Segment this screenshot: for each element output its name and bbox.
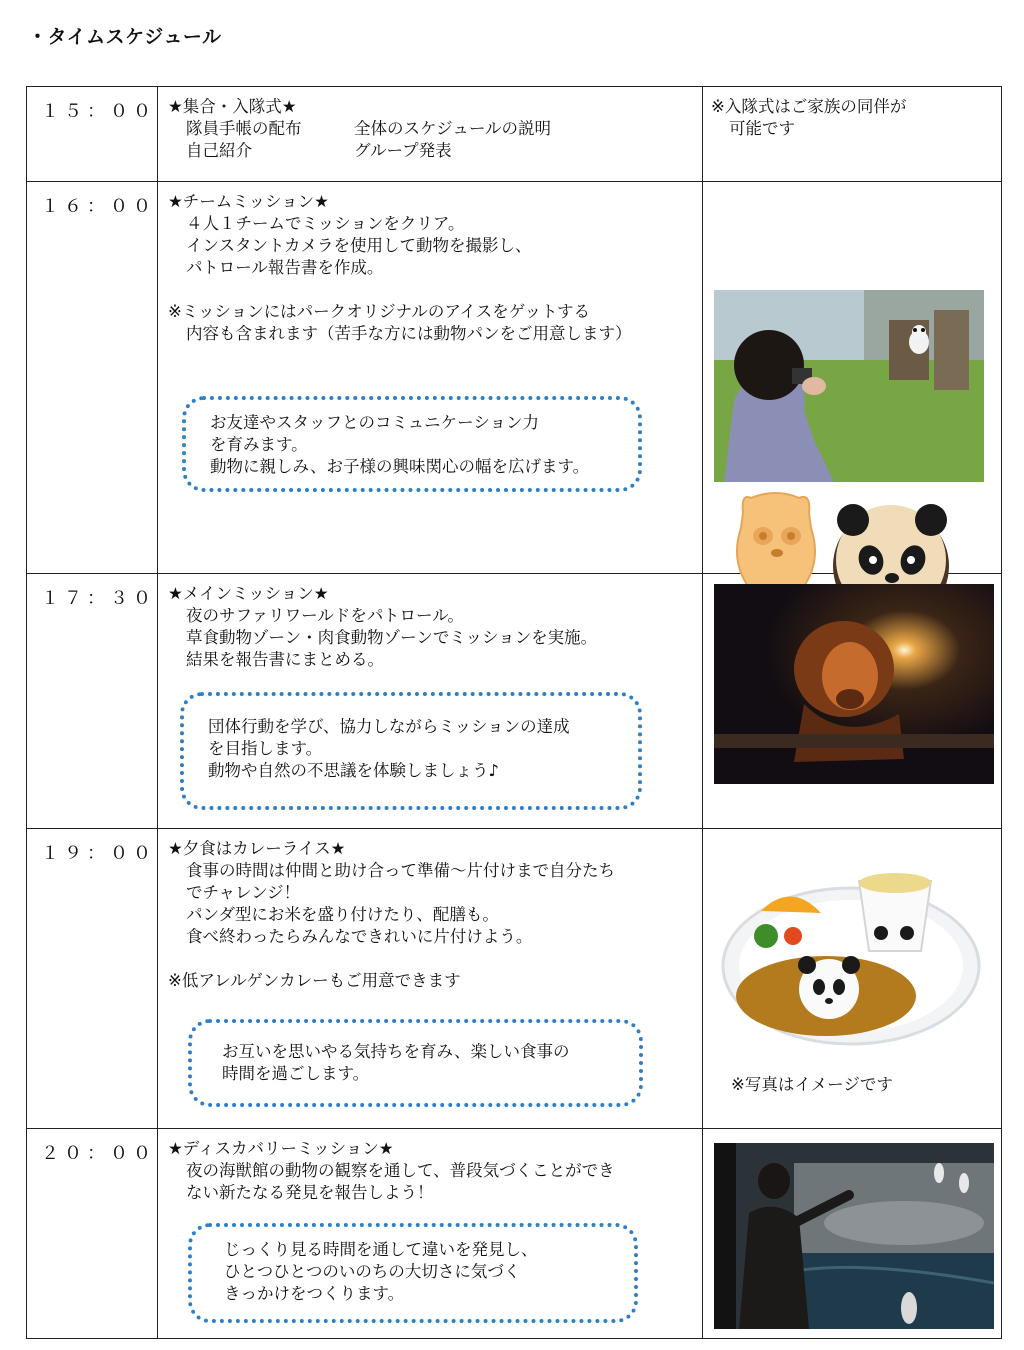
side-cell: [703, 574, 1002, 829]
schedule-table: [26, 86, 1002, 1339]
activity-line: 食べ終わったらみんなできれいに片付けよう。: [186, 927, 533, 946]
activity-note: 内容も含まれます（苦手な方には動物パンをご用意します）: [186, 324, 632, 343]
side-cell: [703, 87, 1002, 182]
activity-line: 食事の時間は仲間と助け合って準備～片付けまで自分たち: [186, 861, 615, 880]
activity-line: パトロール報告書を作成。: [186, 258, 384, 277]
activity-heading: ★ディスカバリーミッション★: [168, 1139, 394, 1158]
activity-note: ※ミッションにはパークオリジナルのアイスをゲットする: [168, 302, 591, 321]
time-cell: [27, 182, 158, 574]
goal-line: を目指します。: [208, 739, 323, 758]
side-cell: [703, 829, 1002, 1129]
time-cell: [27, 1129, 158, 1339]
activity-note: ※低アレルゲンカレーもご用意できます: [168, 971, 461, 990]
activity-line: 夜の海獣館の動物の観察を通して、普段気づくことができ: [186, 1161, 615, 1180]
activity-line: ない新たなる発見を報告しよう！: [186, 1183, 434, 1202]
activity-cell: [158, 829, 703, 1129]
page-title: ・タイムスケジュール: [28, 26, 222, 48]
schedule-row: [27, 1129, 1002, 1339]
photo-caption: ※写真はイメージです: [731, 1075, 893, 1094]
activity-line: 草食動物ゾーン・肉食動物ゾーンでミッションを実施。: [186, 628, 598, 647]
goal-box: [188, 1019, 643, 1107]
activity-cell: [158, 87, 703, 182]
goal-line: 団体行動を学び、協力しながらミッションの達成: [208, 717, 570, 736]
schedule-row: [27, 574, 1002, 829]
activity-line: パンダ型にお米を盛り付けたり、配膳も。: [186, 905, 499, 924]
goal-line: ひとつひとつのいのちの大切さに気づく: [224, 1262, 521, 1281]
activity-item-row: [168, 118, 694, 140]
goal-line: 動物に親しみ、お子様の興味関心の幅を広げます。: [210, 457, 590, 476]
side-note: 可能です: [729, 119, 795, 138]
schedule-row: [27, 87, 1002, 182]
time-cell: [27, 87, 158, 182]
goal-line: 時間を過ごします。: [222, 1064, 370, 1083]
activity-line: インスタントカメラを使用して動物を撮影し、: [186, 236, 532, 255]
time-cell: [27, 574, 158, 829]
side-cell: [703, 1129, 1002, 1339]
activity-line: ４人１チームでミッションをクリア。: [186, 214, 465, 233]
activity-cell: [158, 1129, 703, 1339]
side-note: ※入隊式はご家族の同伴が: [711, 97, 907, 116]
activity-cell: [158, 182, 703, 574]
goal-box: [188, 1223, 638, 1323]
activity-line: 夜のサファリワールドをパトロール。: [186, 606, 464, 625]
activity-line: 結果を報告書にまとめる。: [186, 650, 384, 669]
time-cell: [27, 829, 158, 1129]
activity-heading: ★メインミッション★: [168, 584, 329, 603]
activity-cell: [158, 574, 703, 829]
aquarium-penguin-photo: [714, 1143, 994, 1329]
activity-item: 隊員手帳の配布: [186, 119, 302, 138]
time-label: １７：３０: [41, 588, 156, 609]
goal-line: お友達やスタッフとのコミュニケーション力: [210, 413, 540, 432]
night-lion-photo: [714, 584, 994, 784]
activity-heading: ★夕食はカレーライス★: [168, 839, 346, 858]
activity-item: 全体のスケジュールの説明: [354, 119, 552, 138]
goal-line: 動物や自然の不思議を体験しましょう♪: [208, 761, 500, 780]
activity-item: グループ発表: [354, 141, 452, 160]
goal-line: じっくり見る時間を通して違いを発見し、: [224, 1240, 538, 1259]
goal-line: を育みます。: [210, 435, 308, 454]
activity-item: 自己紹介: [186, 141, 252, 160]
side-cell: [703, 182, 1002, 574]
time-label: １９：００: [41, 843, 156, 864]
activity-item-row: [168, 140, 694, 162]
panda-curry-plate-photo: [721, 841, 983, 1051]
goal-line: きっかけをつくります。: [224, 1284, 405, 1303]
goal-line: お互いを思いやる気持ちを育み、楽しい食事の: [222, 1042, 570, 1061]
schedule-row: [27, 829, 1002, 1129]
time-label: １５：００: [41, 101, 156, 122]
activity-heading: ★チームミッション★: [168, 192, 329, 211]
activity-line: でチャレンジ！: [186, 883, 301, 902]
goal-box: [180, 692, 642, 810]
time-label: ２０：００: [41, 1143, 156, 1164]
schedule-row: [27, 182, 1002, 574]
child-photographing-panda-photo: [714, 290, 984, 482]
goal-box: [182, 396, 642, 492]
time-label: １６：００: [41, 196, 156, 217]
activity-heading: ★集合・入隊式★: [168, 97, 297, 116]
